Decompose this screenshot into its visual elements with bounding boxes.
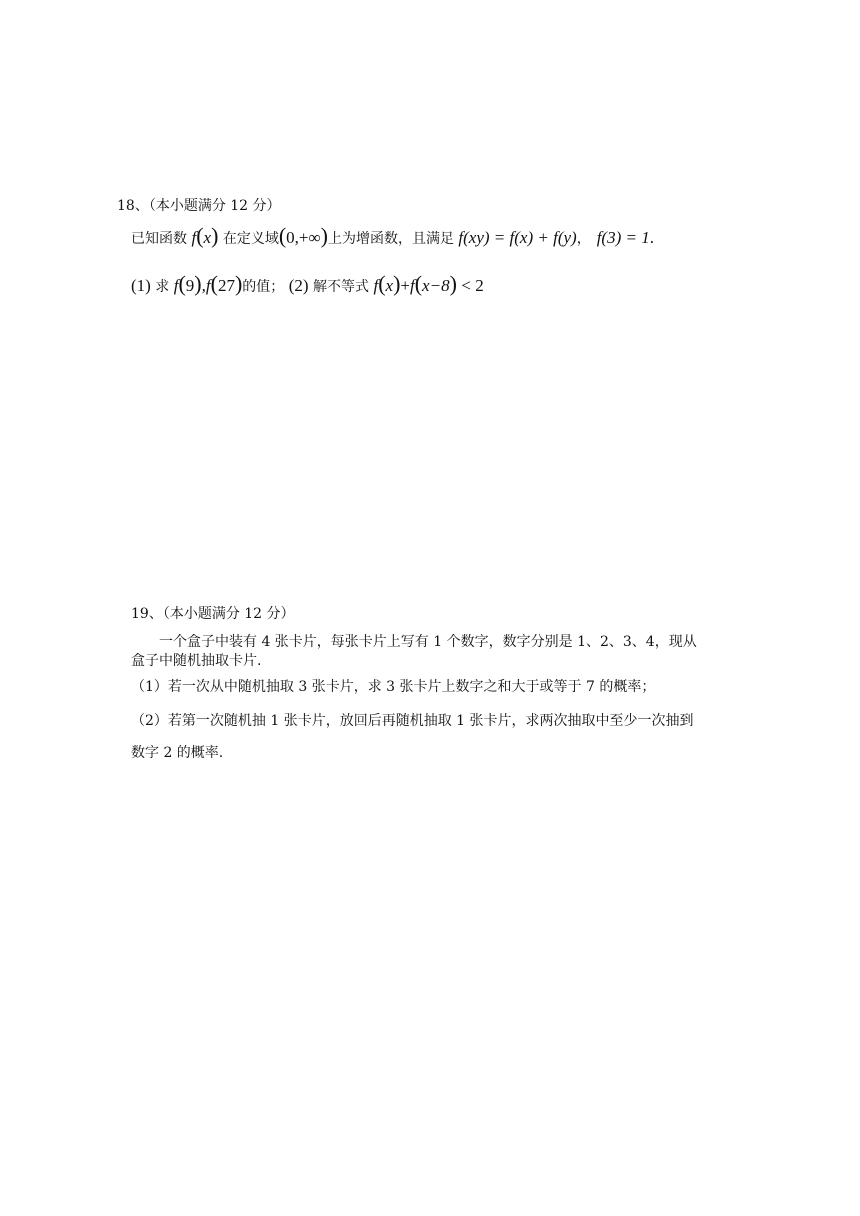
- q18-part2-label: (2): [288, 276, 309, 295]
- q18-part2-open2: (: [414, 271, 423, 296]
- q18-part2-var1: x: [385, 276, 394, 295]
- q18-part1-text-2: 的值；: [242, 279, 285, 295]
- q18-f1-name: f: [191, 228, 197, 247]
- q18-domain-close: ): [320, 223, 328, 248]
- q18-f1-close: ): [211, 223, 219, 248]
- q19-part2-line-2: 数字 2 的概率.: [131, 745, 224, 761]
- q18-part2-f1: f: [373, 276, 379, 295]
- q18-part1-close1: ): [194, 271, 202, 296]
- q18-header: 18、（本小题满分 12 分）: [117, 198, 281, 214]
- q18-domain-value: 0,+∞: [286, 228, 321, 247]
- q18-condition: f(3) = 1: [596, 228, 650, 247]
- q18-part1-open1: (: [178, 271, 186, 296]
- q18-stem-text-3: 上为增函数，且满足: [327, 231, 454, 247]
- q18-stem: [131, 223, 654, 248]
- q18-part2-close2: ): [449, 271, 457, 296]
- q18-part2-open1: (: [378, 271, 386, 296]
- q18-part1-open2: (: [210, 271, 218, 296]
- q18-domain-open: (: [278, 223, 287, 248]
- q18-functional-equation: f(xy) = f(x) + f(y): [458, 228, 577, 247]
- q18-part1-value2: 27: [217, 276, 235, 295]
- q19-stem-line-1: 一个盒子中装有 4 张卡片，每张卡片上写有 1 个数字，数字分别是 1、2、3、4，现从: [159, 634, 697, 650]
- q18-stem-text-4: ，: [576, 231, 591, 247]
- q18-part2-text-1: 解不等式: [313, 279, 369, 295]
- q18-part1-comma: ,: [201, 276, 206, 295]
- q18-stem-text-1: 已知函数: [131, 231, 187, 247]
- q18-part1-f1: f: [173, 276, 179, 295]
- q18-part1-f2: f: [205, 276, 211, 295]
- q19-header: 19、（本小题满分 12 分）: [131, 606, 295, 622]
- q18-stem-text-2: 在定义域: [222, 231, 279, 247]
- q18-stem-end: .: [649, 228, 654, 247]
- q18-part2-close1: ): [393, 271, 401, 296]
- q18-part1-close2: ): [234, 271, 243, 296]
- q18-parts: [131, 271, 484, 296]
- q18-part2-f2: f: [409, 276, 415, 295]
- q18-f1-var: x: [203, 228, 212, 247]
- q18-part1-label: (1): [131, 276, 151, 295]
- q18-part2-var2: x−8: [422, 276, 450, 295]
- q18-f1-open: (: [196, 223, 204, 248]
- q18-part1-value1: 9: [185, 276, 195, 295]
- q18-part2-inequality-tail: < 2: [461, 276, 484, 295]
- q18-part1-text-1: 求: [155, 279, 170, 295]
- q19-part2-line-1: （2）若第一次随机抽 1 张卡片，放回后再随机抽取 1 张卡片，求两次抽取中至少一次抽到: [131, 713, 694, 729]
- q18-part2-plus: +: [400, 276, 410, 295]
- q19-stem-line-2: 盒子中随机抽取卡片.: [131, 653, 262, 669]
- q19-part1: （1）若一次从中随机抽取 3 张卡片，求 3 张卡片上数字之和大于或等于 7 的概率；: [131, 679, 656, 695]
